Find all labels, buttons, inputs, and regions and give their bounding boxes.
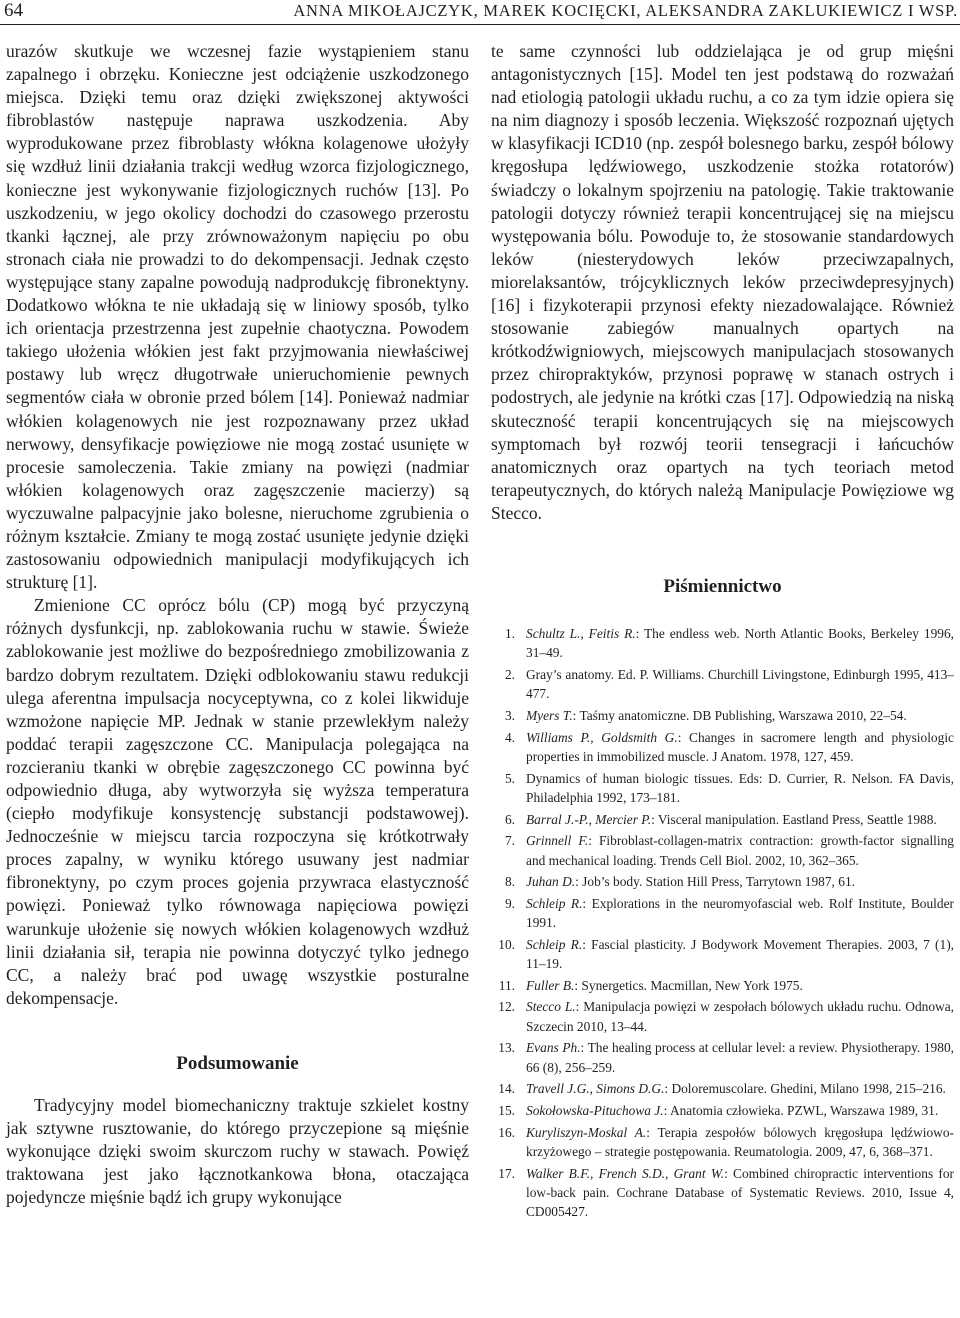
reference-author: Fuller B.	[526, 977, 575, 993]
reference-text: : Taśmy anatomiczne. DB Publishing, Warszawa 2010, 22–54.	[572, 707, 907, 723]
body-paragraph: Tradycyjny model biomechaniczny traktuje szkielet kostny jak sztywne rusztowanie, do którego przyczepione są mięśnie wykonujące dzięki swoim skurczom ruchy w stawach. Powięź traktowana jest jako łącznotkankowa błona, otaczająca pojedyncze mięśnie bądź ich grupy wykonujące	[6, 1094, 469, 1208]
reference-number: 3.	[504, 707, 515, 723]
reference-text: Gray’s anatomy. Ed. P. Williams. Churchill Livingstone, Edinburgh 1995, 413–477.	[526, 666, 954, 702]
reference-item	[491, 976, 954, 995]
running-head-authors: ANNA MIKOŁAJCZYK, MAREK KOCIĘCKI, ALEKSANDRA ZAKLUKIEWICZ I WSP.	[293, 1, 958, 20]
reference-text: : Terapia zespołów bólowych kręgosłupa lędźwiowo-krzyżowego – strategie postępowania. Reumatologia. 2009, 47, 6, 368–371.	[526, 1124, 954, 1159]
reference-author: Kuryliszyn-Moskal A.	[526, 1124, 647, 1140]
reference-item	[491, 1038, 954, 1077]
reference-author: Schleip R.	[526, 895, 583, 911]
reference-text: : The healing process at cellular level: a review. Physiotherapy. 1980, 66 (8), 256–259.	[526, 1040, 954, 1075]
reference-item	[491, 665, 954, 704]
reference-text: : Fibroblast-collagen-matrix contraction: growth-factor signalling and mechanical loading. Trends Cell Biol. 2002, 10, 362–365.	[526, 833, 954, 868]
reference-item	[491, 706, 954, 725]
reference-author: Grinnell F.	[526, 833, 589, 849]
reference-text: : Fascial plasticity. J Bodywork Movement Therapies. 2003, 7 (1), 11–19.	[526, 936, 954, 972]
body-paragraph: urazów skutkuje we wczesnej fazie wystąpieniem stanu zapalnego i obrzęku. Konieczne jest odciążenie uszkodzonego miejsca. Dzięki temu oraz dzięki zwiększonej aktywości fibroblastów następuje naprawa uszkodzenia. Aby wyprodukowane przez fibroblasty włókna kolagenowe ułożyły się wzdłuż linii działania trakcji według wzorca fizjologicznego, konieczne jest wykonywanie fizjologicznych ruchów [13]. Po uszkodzeniu, w jego okolicy dochodzi do czasowego przerostu tkanki łącznej, ale przy zrównoważonym napięciu po obu stronach ciała nie prowadzi to do dekompensacji. Jednak często występujące stany zapalne powodują nadprodukcję fibronektyny. Dodatkowo włókna te nie układają się w liniowy sposób, tylko ich orientacja przestrzenna jest zupełnie chaotyczna. Powodem takiego ułożenia włókien jest fakt przyjmowania niewłaściwej postawy lub wręcz długotrwałe unieruchomienie pewnych segmentów ciała w obronie przed bólem [14]. Ponieważ nadmiar włókien kolagenowych nie jest rozpoznawany przez układ nerwowy, densyfikacje powięziowe nie mogą zostać usunięte w procesie samoleczenia. Takie zmiany na powięzi (nadmiar włókien kolagenowych oraz zagęszczenie macierzy) są wyczuwalne palpacyjnie jako bolesne, nieruchome zgrubienia o różnym kształcie. Zmiany te mogą zostać usunięte jedynie dzięki zastosowaniu odpowiednich manipulacji modyfikujących ich strukturę [1].	[6, 41, 469, 593]
reference-item	[491, 769, 954, 808]
page-number: 64	[4, 0, 23, 21]
reference-author: Juhan D.	[526, 874, 576, 890]
section-heading-references: Piśmiennictwo	[663, 575, 782, 597]
reference-number: 14.	[498, 1081, 515, 1097]
reference-author: Schultz L., Feitis R.	[526, 625, 636, 641]
reference-item	[491, 935, 954, 974]
reference-text: : Explorations in the neuromyofascial web. Rolf Institute, Boulder 1991.	[526, 895, 955, 931]
reference-author: Stecco L.	[526, 999, 576, 1015]
reference-text: : Manipulacja powięzi w zespołach bólowych układu ruchu. Odnowa, Szczecin 2010, 13–44.	[526, 999, 954, 1034]
reference-number: 6.	[504, 811, 515, 827]
reference-item	[491, 1101, 954, 1120]
reference-list	[491, 624, 954, 1222]
reference-item	[491, 624, 954, 663]
reference-item	[491, 810, 954, 829]
reference-number: 9.	[504, 895, 515, 911]
reference-number: 16.	[498, 1124, 515, 1140]
reference-author: Williams P., Goldsmith G.	[526, 729, 678, 745]
reference-item	[491, 1079, 954, 1098]
reference-author: Evans Ph.	[526, 1040, 581, 1056]
reference-item	[491, 894, 954, 933]
reference-author: Walker B.F., French S.D., Grant W.	[526, 1165, 725, 1181]
reference-number: 17.	[498, 1165, 515, 1181]
reference-number: 1.	[504, 625, 515, 641]
reference-item	[491, 1164, 954, 1222]
reference-number: 10.	[498, 936, 515, 952]
reference-number: 5.	[504, 770, 515, 786]
reference-author: Sokołowska-Pituchowa J.	[526, 1102, 664, 1118]
reference-item	[491, 872, 954, 891]
reference-text: : The endless web. North Atlantic Books, Berkeley 1996, 31–49.	[526, 625, 955, 661]
reference-item	[491, 997, 954, 1036]
body-paragraph: Zmienione CC oprócz bólu (CP) mogą być przyczyną różnych dysfunkcji, np. zablokowania ruchu w stawie. Świeże zablokowanie jest możliwe do bezpośredniego zmobilizowania z bardzo dobrym rezultatem. Dzięki odblokowaniu stawu redukcji ulega aferentna impulsacja nocyceptywna, co z kolei likwiduje wzmożone napięcie MP. Jednak w stanie przewlekłym należy poddać terapii zagęszczone CC. Manipulacja polegająca na rozcieraniu tkanki w obrębie zagęszczonego CC powinna być odpowiednio długa, aby wytworzyła się wyższa temperatura (ciepło modyfikuje konsystencję substancji podstawowej). Jednocześnie w miejscu tarcia rozpoczyna się krótkotrwały proces zapalny, w wyniku którego usuwany jest nadmiar fibronektyny, po czym proces gojenia przywraca elastyczność powięzi. Ponieważ tylko równowaga napięciowa powięzi warunkuje ułożenie się nowych włókien kolagenowych wzdłuż linii działania sił, terapia nie powinna dotyczyć tylko jednego CC, a należy brać pod uwagę wszystkie posturalne dekompensacje.	[6, 595, 469, 1008]
reference-number: 13.	[498, 1040, 515, 1056]
reference-author: Travell J.G., Simons D.G.	[526, 1081, 665, 1097]
reference-number: 4.	[504, 729, 515, 745]
reference-text: Dynamics of human biologic tissues. Eds: D. Currier, R. Nelson. FA Davis, Philadelphia 1992, 173–181.	[526, 770, 954, 805]
reference-number: 12.	[498, 999, 515, 1015]
reference-text: : Visceral manipulation. Eastland Press, Seattle 1988.	[651, 811, 937, 827]
running-header	[0, 0, 960, 24]
reference-text: : Changes in sacromere length and physiologic properties in immobilized muscle. J Anatom. 1978, 127, 459.	[526, 729, 954, 764]
reference-author: Schleip R.	[526, 936, 583, 952]
reference-author: Barral J.-P., Mercier P.	[526, 811, 652, 827]
reference-item	[491, 728, 954, 767]
reference-author: Myers T.	[526, 707, 573, 723]
body-paragraph: te same czynności lub oddzielająca je od grup mięśni antagonistycznych [15]. Model ten jest podstawą do rozważań nad etiologią patologii układu ruchu, a co za tym idzie opiera się na nim diagnozy i sposób leczenia. Większość rozpoznań ujętych w klasyfikacji ICD10 (np. zespół bolesnego barku, zespół bólowy kręgosłupa lędźwiowego, uszkodzenie stożka rotatorów) świadczy o lokalnym spojrzeniu na patologię. Takie traktowanie patologii dotyczy również terapii koncentrującej się na miejscu występowania bólu. Powoduje to, że stosowanie standardowych leków (niesterydowych leków przeciwzapalnych, miorelaksantów, trójcyklicznych leków przeciwdepresyjnych) [16] i fizykoterapii przynosi efekty niezadowalające. Również stosowanie zabiegów manualnych opartych na krótkodźwigniowych, miejscowych manipulacjach stosowanych przez chiropraktyków, przynosi poprawę w stanach ostrych i podostrych, ale jedynie na krótki czas [17]. Odpowiedzią na niską skuteczność terapii koncentrujących się na miejscowych symptomach był rozwój teorii tensegracji i łańcuchów anatomicznych oraz opartych na tych teoriach metod terapeutycznych, do których należą Manipulacje Powięziowe wg Stecco.	[491, 41, 954, 523]
reference-number: 7.	[504, 833, 515, 849]
reference-number: 8.	[504, 874, 515, 890]
header-rule	[0, 24, 960, 25]
reference-item	[491, 1123, 954, 1162]
right-column	[491, 40, 954, 1224]
section-heading-summary: Podsumowanie	[176, 1052, 299, 1074]
reference-number: 11.	[498, 977, 515, 993]
left-column	[6, 40, 469, 1209]
reference-text: : Doloremuscolare. Ghedini, Milano 1998, 215–216.	[664, 1081, 946, 1097]
reference-number: 15.	[498, 1102, 515, 1118]
reference-item	[491, 831, 954, 870]
reference-text: : Anatomia człowieka. PZWL, Warszawa 1989, 31.	[663, 1102, 939, 1118]
reference-number: 2.	[504, 666, 515, 682]
reference-text: : Synergetics. Macmillan, New York 1975.	[574, 977, 803, 993]
reference-text: : Combined chiropractic interventions for low-back pain. Cochrane Database of Systematic Reviews. 2010, Issue 4, CD005427.	[526, 1165, 955, 1220]
reference-text: : Job’s body. Station Hill Press, Tarrytown 1987, 61.	[575, 874, 855, 890]
